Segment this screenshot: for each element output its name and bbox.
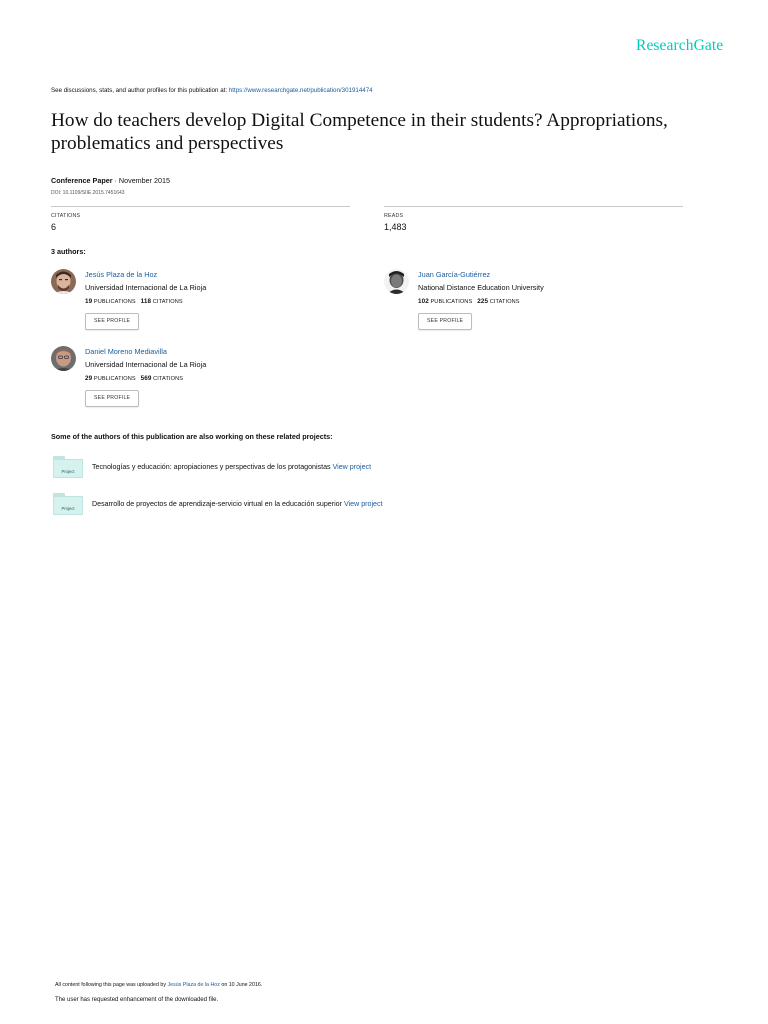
avatar[interactable] (51, 269, 76, 294)
citations-label: CITATIONS (489, 299, 520, 305)
see-profile-button[interactable]: SEE PROFILE (85, 390, 139, 407)
citations-label: CITATIONS (51, 213, 81, 219)
citations-count: 118 (140, 298, 152, 305)
publication-type-line (51, 176, 170, 185)
project-line (92, 500, 383, 508)
publication-type: Conference Paper (51, 176, 113, 185)
citations-count: 6 (51, 222, 57, 232)
divider-citations (51, 206, 350, 207)
reads-label: READS (384, 213, 404, 219)
uploader-link[interactable]: Jesús Plaza de la Hoz (167, 982, 220, 988)
publications-count: 102 (418, 298, 429, 305)
doi: DOI: 10.1109/SIIE.2015.7451643 (51, 190, 125, 196)
author-card (51, 269, 351, 335)
publications-label: PUBLICATIONS (430, 299, 473, 305)
author-institution: National Distance Education University (418, 283, 544, 292)
citations-count: 569 (140, 375, 152, 382)
discussion-prefix: See discussions, stats, and author profiles for this publication at: (51, 87, 229, 94)
project-item (53, 493, 473, 517)
view-project-link[interactable]: View project (343, 500, 383, 508)
author-name-link[interactable]: Juan García-Gutiérrez (418, 270, 491, 279)
upload-prefix: All content following this page was uploaded by (55, 982, 168, 988)
authors-heading: 3 authors: (51, 247, 86, 256)
related-projects-heading: Some of the authors of this publication are also working on these related projects: (51, 432, 333, 441)
project-item (53, 456, 473, 480)
project-folder-icon (53, 493, 83, 515)
publications-count: 19 (85, 298, 93, 305)
upload-note (55, 982, 262, 988)
see-profile-button[interactable]: SEE PROFILE (85, 313, 139, 330)
author-card (51, 346, 351, 412)
publications-count: 29 (85, 375, 93, 382)
author-name-link[interactable]: Daniel Moreno Mediavilla (85, 347, 167, 356)
publications-label: PUBLICATIONS (93, 376, 136, 382)
citations-label: CITATIONS (152, 299, 183, 305)
author-stats (85, 298, 183, 305)
researchgate-logo[interactable]: ResearchGate (636, 37, 724, 54)
project-icon-label: Project (61, 506, 75, 511)
project-title: Tecnologías y educación: apropiaciones y perspectivas de los protagonistas (92, 463, 331, 471)
view-project-link[interactable]: View project (332, 463, 372, 471)
enhancement-request-note: The user has requested enhancement of the downloaded file. (55, 997, 219, 1003)
author-institution: Universidad Internacional de La Rioja (85, 283, 207, 292)
publication-date: November 2015 (118, 176, 171, 185)
publications-label: PUBLICATIONS (93, 299, 136, 305)
project-icon-label: Project (61, 469, 75, 474)
date-separator: · (112, 176, 119, 185)
publication-title: How do teachers develop Digital Competence in their students? Appropriations, problematics and perspectives (51, 110, 668, 154)
publication-url-link[interactable]: https://www.researchgate.net/publication/301914474 (228, 87, 373, 94)
project-line (92, 463, 371, 471)
citations-count: 225 (477, 298, 489, 305)
discussion-line (51, 87, 373, 94)
author-institution: Universidad Internacional de La Rioja (85, 360, 207, 369)
author-stats (85, 375, 183, 382)
upload-suffix: on 10 June 2016. (219, 982, 263, 988)
author-name-link[interactable]: Jesús Plaza de la Hoz (85, 270, 158, 279)
divider-reads (384, 206, 683, 207)
reads-count: 1,483 (384, 222, 407, 232)
project-folder-icon (53, 456, 83, 478)
project-title: Desarrollo de proyectos de aprendizaje-servicio virtual en la educación superior (92, 500, 342, 508)
citations-label: CITATIONS (153, 376, 184, 382)
author-stats (418, 298, 520, 305)
avatar[interactable] (384, 269, 409, 294)
avatar[interactable] (51, 346, 76, 371)
author-card (384, 269, 684, 335)
see-profile-button[interactable]: SEE PROFILE (418, 313, 472, 330)
